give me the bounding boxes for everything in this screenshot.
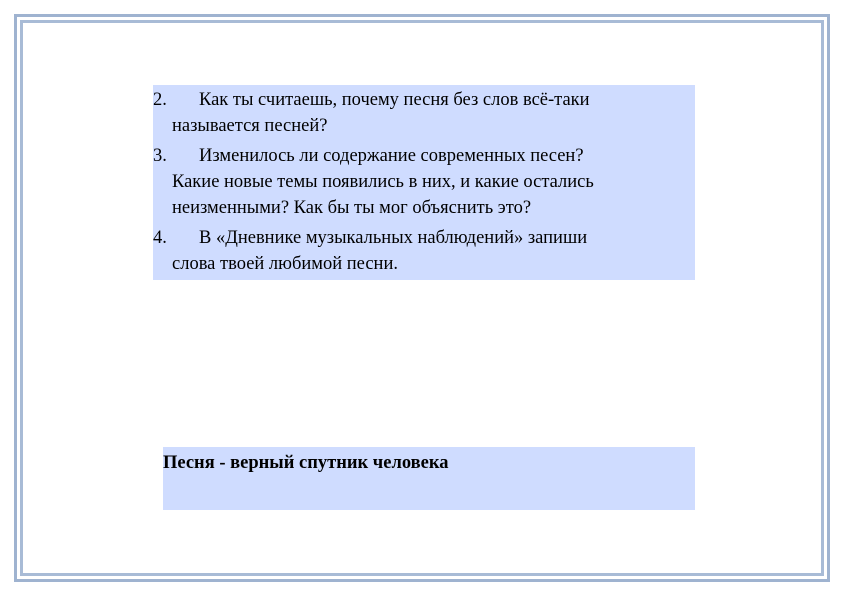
question-text-line1: В «Дневнике музыкальных наблюдений» запиши xyxy=(199,228,588,248)
question-text-line1: Как ты считаешь, почему песня без слов всё-таки xyxy=(199,90,590,110)
question-item-4 xyxy=(153,225,695,277)
slide-title: Песня - верный спутник человека xyxy=(163,453,449,473)
questions-box xyxy=(153,85,695,280)
question-number: 4. xyxy=(153,228,167,248)
question-text-line1: Изменилось ли содержание современных песен? xyxy=(199,146,584,166)
question-item-3 xyxy=(153,143,695,221)
question-text-rest: называется песней? xyxy=(172,116,328,136)
question-text-rest: Какие новые темы появились в них, и какие остались неизменными? Как бы ты мог объяснить это? xyxy=(172,172,594,218)
question-item-2 xyxy=(153,87,695,139)
question-number: 2. xyxy=(153,90,167,110)
title-box xyxy=(163,447,695,510)
question-text-rest: слова твоей любимой песни. xyxy=(172,254,398,274)
question-number: 3. xyxy=(153,146,167,166)
